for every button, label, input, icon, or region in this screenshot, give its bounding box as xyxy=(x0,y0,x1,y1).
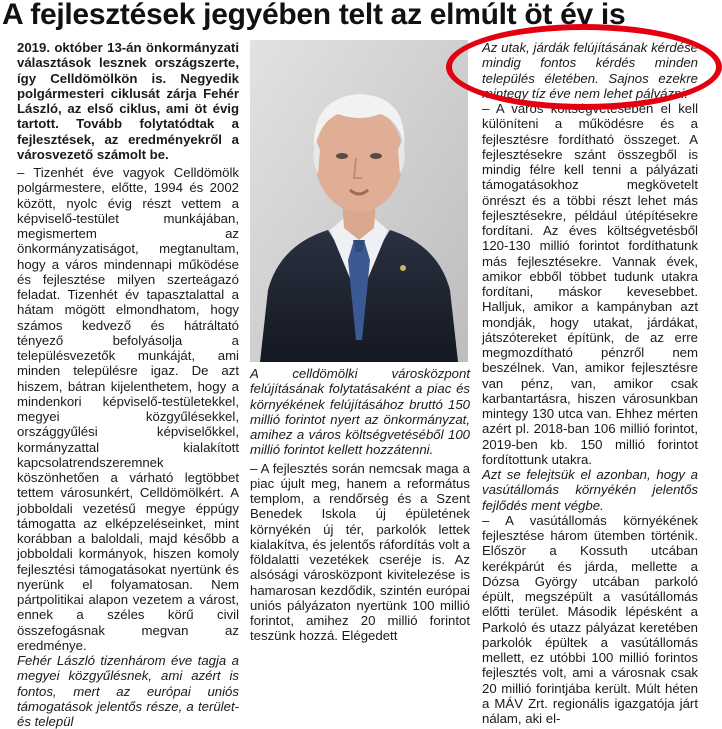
article-lead: 2019. október 13-án önkormányzati választások lesznek országszerte, így Celldömölkön is. Negyedik polgármesteri ciklusát zárja Fehér László, az első ciklus, ami öt évig tartott. Tovább folytatódtak a fejlesztések, az eredményekről a városvezető számolt be. xyxy=(17,40,239,162)
article-interview-question: Az utak, járdák felújításának kérdése mindig fontos kérdés minden település életében. Sajnos ezekre mintegy tíz éve nem lehet pályázni. xyxy=(482,40,698,101)
article-headline: A fejlesztések jegyében telt az elmúlt öt év is xyxy=(2,0,626,31)
article-paragraph: – A vasútállomás környékének fejlesztése három ütemben történik. Először a Kossuth utcában kerékpárút és járda, mellette a Dózsa György utcában parkoló épült, megszépült a vasútállomás előtti terület. Második lépésként a Parkoló és utazz pályázat keretében parkolók épültek a vasútállomás mellett, ez utóbbi 100 millió forintos fejlesztés volt, ami a városnak csak 20 millió forintjába került. Múlt héten a MÁV Zrt. regionális igazgatója járt nálam, aki el- xyxy=(482,512,698,726)
mayor-portrait-photo xyxy=(250,40,468,362)
article-paragraph: – A város költségvetésében el kell különíteni a működésre és a fejlesztésre fordítható összeget. A fejlesztésekre szánt összegből is mindig félre kell tenni a pályázati támogatásokhoz megkövetelt önrészt és a többi részt lehet más fejlesztésekre, például útépítésekre fordítani. Az éves költségvetésből 120-130 millió forintot fordíthatunk más fejlesztésekre. Vannak évek, amikor ebből többet tudunk utakra fordítani, máskor kevesebbet. Halljuk, amikor a kampányban azt mondják, hogy utakat, járdákat, játszótereket építünk, de az erre megmozdítható pénzről nem beszélnek. Van, amikor fejlesztésre van pénz, van, amikor csak karbantartásra, hiszen városunkban mintegy 130 utca van. Ehhez mérten azért pl. 2018-ban 106 millió forintot, 2019-ben kb. 150 millió forintot fordítottunk utakra. xyxy=(482,101,698,467)
photo-caption: A celldömölki városközpont felújításának folytatásaként a piac és környékének felújításához bruttó 150 millió forintot nyert az önkormányzat, amihez a város költségvetéséből 100 millió forintot kellett hozzátenni. xyxy=(250,366,470,458)
article-paragraph: – Tizenhét éve vagyok Celldömölk polgármestere, előtte, 1994 és 2002 között, nyolc évig részt vettem a képviselő-testület munkájában, megismertem az önkormányzatiságot, megtanultam, hogy a város mindennapi működése és fejlesztése milyen szerteágazó feladat. Tizenhét év tapasztalattal a hátam mögött elmondhatom, hogy számos kedvező és hátráltató tényező befolyásolja a településvezetők munkáját, ami minden településre igaz. De azt hiszem, bátran kijelenthetem, hogy a mindenkori képviselő-testületekkel, megyei közgyűlésekkel, országgyűlési képviselőkkel, kormányzattal kialakított kapcsolatrendszeremnek köszönhetően a várható legtöbbet tettem városunkért, Celldömölkért. A jobboldali vezetésű megye éppúgy támogatta az elképzeléseinket, mint korábban a baloldali, majd később a jobboldali kormányok, hiszen komoly fejlesztési támogatásokat nyertünk és nyerünk el folyamatosan. Nem pártpolitikai alapon vezetem a várost, ennek a széles körű civil összefogásnak megvan az eredménye. xyxy=(17,165,239,653)
portrait-illustration xyxy=(250,40,468,362)
article-middle-column xyxy=(250,366,470,644)
article-right-column xyxy=(482,40,698,726)
article-left-column xyxy=(17,40,239,729)
article-paragraph: – A fejlesztés során nemcsak maga a piac újult meg, hanem a református templom, a rendőrség és a Szent Benedek Iskola új épületének környékén új tér, parkolók lettek kialakítva, és jelentős ráfordítás volt a földalatti vezetékek cseréje is. Az alsósági városközpont kivitelezése is hamarosan kezdődik, szintén európai uniós pályázaton nyertünk 100 millió forintot, amihez 20 millió forintot teszünk hozzá. Elégedett xyxy=(250,460,470,644)
article-interview-question: Azt se felejtsük el azonban, hogy a vasútállomás környékén jelentős fejlődés ment végbe. xyxy=(482,467,698,513)
article-interview-question: Fehér László tizenhárom éve tagja a megyei közgyűlésnek, ami azért is fontos, mert az európai uniós támogatások jelentős része, a terület- és települ xyxy=(17,653,239,729)
